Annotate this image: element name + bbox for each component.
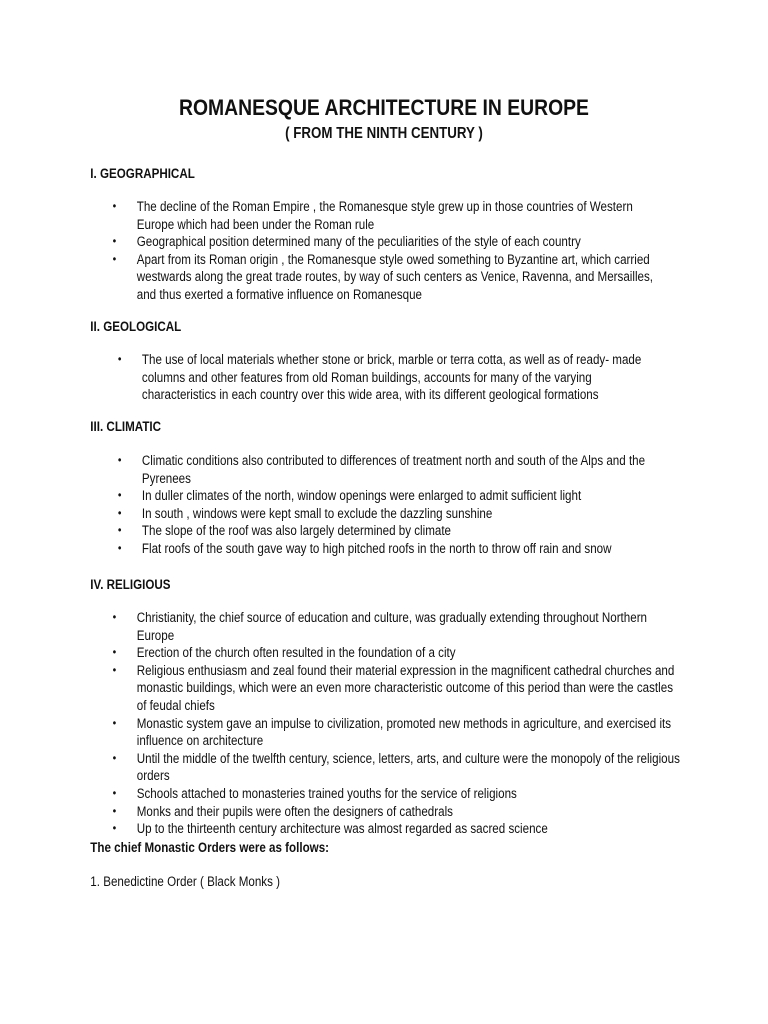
list-item-text: Schools attached to monasteries trained youths for the service of religions <box>136 785 517 801</box>
list-item-text: Christianity, the chief source of education and culture, was gradually extending throughout Northern Europe <box>136 610 648 643</box>
section-heading-geographical: I. GEOGRAPHICAL <box>90 166 195 181</box>
list-item-text: Erection of the church often resulted in the foundation of a city <box>136 645 456 661</box>
list-item-text: Geographical position determined many of the peculiarities of the style of each country <box>136 234 581 250</box>
bullet-icon: • <box>117 352 122 366</box>
list-item <box>113 662 681 715</box>
list-item <box>113 644 681 662</box>
list-item-text: In south , windows were kept small to exclude the dazzling sunshine <box>141 505 493 521</box>
monastic-orders-intro: The chief Monastic Orders were as follows: <box>90 840 330 855</box>
section-heading-religious: IV. RELIGIOUS <box>90 577 171 592</box>
section-heading-geological: II. GEOLOGICAL <box>90 319 182 334</box>
document-title: ROMANESQUE ARCHITECTURE IN EUROPE <box>179 95 589 120</box>
list-item-text: Until the middle of the twelfth century, science, letters, arts, and culture were the monopoly of the religious orders <box>136 750 680 784</box>
list-item <box>113 820 681 838</box>
bullet-icon: • <box>112 785 117 800</box>
geographical-list <box>113 198 663 304</box>
list-item-text: Monastic system gave an impulse to civilization, promoted new methods in agriculture, and exercised its influence on architecture <box>136 715 672 749</box>
list-item <box>113 715 681 750</box>
list-item-text: The decline of the Roman Empire , the Romanesque style grew up in those countries of Western Europe which had been under the Roman rule <box>136 199 633 232</box>
list-item <box>118 487 668 505</box>
bullet-icon: • <box>112 662 117 677</box>
list-item-text: Climatic conditions also contributed to differences of treatment north and south of the Alps and the Pyrenees <box>141 453 646 486</box>
list-item-text: Apart from its Roman origin , the Romanesque style owed something to Byzantine art, which carried westwards along the great trade routes, by way of such centers as Venice, Ravenna, and Mersailles, and thus exerted a formative influence on Romanesque <box>136 251 654 302</box>
list-item-text: In duller climates of the north, window openings were enlarged to admit sufficient light <box>141 488 582 504</box>
list-item <box>118 452 668 487</box>
list-item <box>118 522 668 540</box>
bullet-icon: • <box>112 803 117 818</box>
bullet-icon: • <box>112 234 117 249</box>
bullet-icon: • <box>112 251 117 266</box>
list-item <box>118 540 668 558</box>
list-item <box>113 803 681 821</box>
list-item-text: Monks and their pupils were often the designers of cathedrals <box>136 803 453 819</box>
list-item <box>113 750 681 785</box>
list-item-text: Religious enthusiasm and zeal found their material expression in the magnificent cathedral churches and monastic buildings, which were an even more characteristic outcome of this period than were the castles of feudal chiefs <box>136 662 675 713</box>
list-item-text: The slope of the roof was also largely determined by climate <box>141 523 452 539</box>
bullet-icon: • <box>112 199 117 213</box>
list-item <box>113 251 663 304</box>
monastic-order-item: 1. Benedictine Order ( Black Monks ) <box>90 874 281 889</box>
bullet-icon: • <box>112 610 117 624</box>
bullet-icon: • <box>112 750 117 765</box>
list-item <box>113 198 663 233</box>
bullet-icon: • <box>117 505 122 520</box>
bullet-icon: • <box>112 715 117 730</box>
list-item <box>118 505 668 523</box>
list-item <box>113 609 681 644</box>
bullet-icon: • <box>112 645 117 660</box>
religious-list <box>113 609 681 838</box>
geological-list <box>118 351 668 404</box>
bullet-icon: • <box>117 540 122 555</box>
list-item <box>113 233 663 251</box>
document-subtitle: ( FROM THE NINTH CENTURY ) <box>285 125 483 142</box>
list-item-text: The use of local materials whether stone or brick, marble or terra cotta, as well as of ready- made columns and other features from old Roman buildings, accounts for many of the varying characteristics in each country over this wide area, with its different geological formations <box>141 352 642 403</box>
list-item-text: Flat roofs of the south gave way to high pitched roofs in the north to throw off rain and snow <box>141 540 612 556</box>
climatic-list <box>118 452 668 558</box>
section-heading-climatic: III. CLIMATIC <box>90 419 162 434</box>
bullet-icon: • <box>117 523 122 538</box>
bullet-icon: • <box>117 488 122 503</box>
list-item-text: Up to the thirteenth century architecture was almost regarded as sacred science <box>136 821 548 837</box>
bullet-icon: • <box>112 821 117 836</box>
list-item <box>118 351 668 404</box>
list-item <box>113 785 681 803</box>
bullet-icon: • <box>117 453 122 467</box>
